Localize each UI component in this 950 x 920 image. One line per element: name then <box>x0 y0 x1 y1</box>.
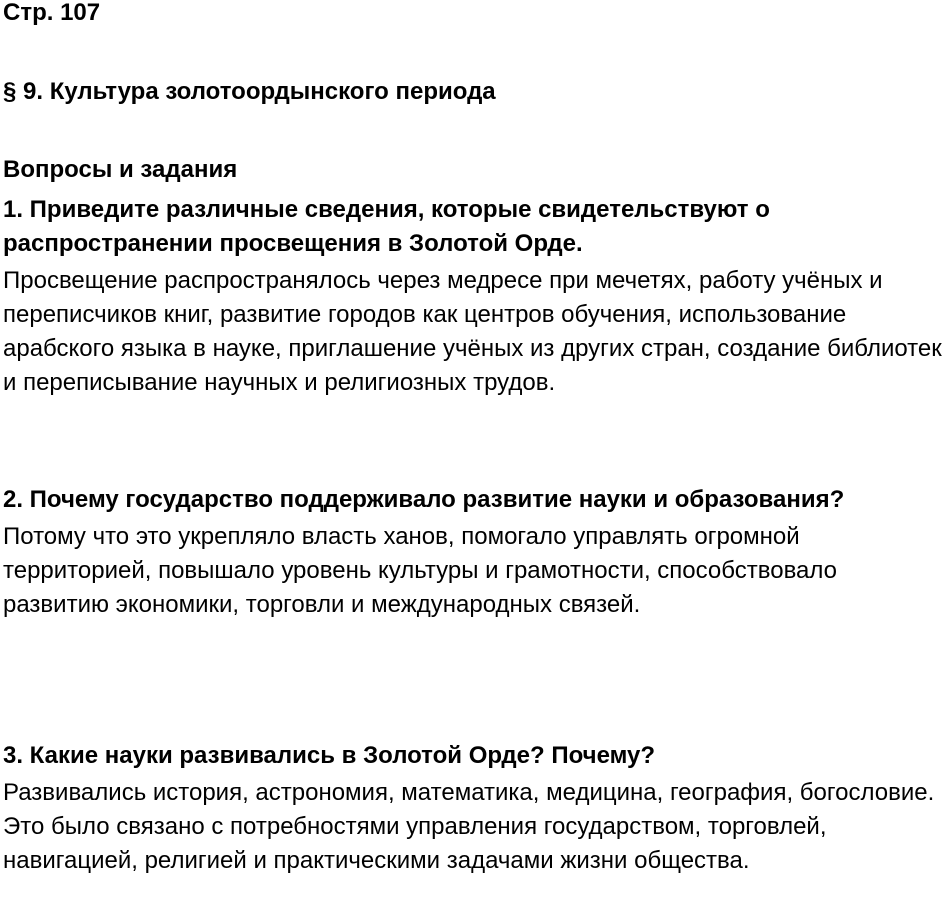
question-title: 3. Какие науки развивались в Золотой Орде? Почему? <box>3 742 656 769</box>
question-title: 1. Приведите различные сведения, которые свидетельствуют о распространении просвещения в Золотой Орде. <box>3 196 770 257</box>
question-title: 2. Почему государство поддерживало развитие науки и образования? <box>3 486 845 513</box>
section-title: § 9. Культура золотоордынского периода <box>3 78 496 105</box>
page-number: Стр. 107 <box>3 0 101 26</box>
question-block-1 <box>3 193 947 400</box>
question-block-2 <box>3 483 947 622</box>
question-answer: Развивались история, астрономия, математика, медицина, география, богословие. Это было связано с потребностями управления государством, торговлей, навигацией, религией и практическими задачами жизни общества. <box>3 779 935 874</box>
question-block-3 <box>3 739 947 878</box>
questions-heading: Вопросы и задания <box>3 156 238 183</box>
question-answer: Просвещение распространялось через медресе при мечетях, работу учёных и переписчиков книг, развитие городов как центров обучения, использование арабского языка в науке, приглашение учёных из других стран, создание библиотек и переписывание научных и религиозных трудов. <box>3 267 942 396</box>
question-answer: Потому что это укрепляло власть ханов, помогало управлять огромной территорией, повышало уровень культуры и грамотности, способствовало развитию экономики, торговли и международных связей. <box>3 523 838 618</box>
